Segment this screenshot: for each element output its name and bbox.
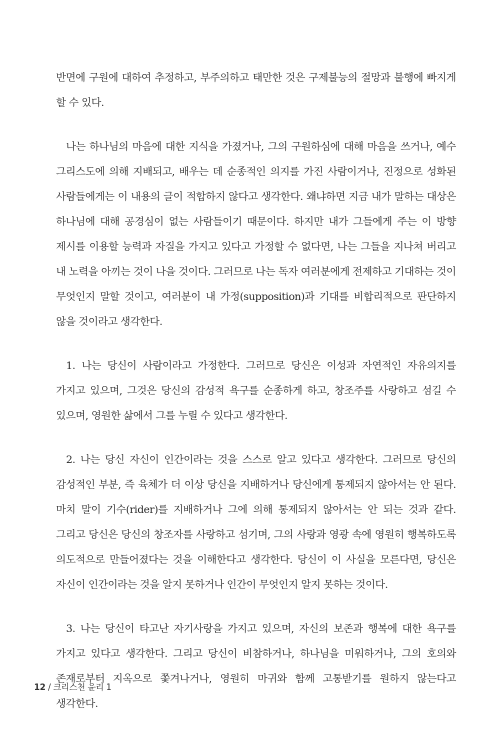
paragraph-continuation: 반면에 구원에 대하여 추정하고, 부주의하고 태만한 것은 구제불능의 절망과 불행에 빠지게 할 수 있다. [56, 72, 456, 109]
page-body [56, 66, 456, 717]
paragraph-intro: 나는 하나님의 마음에 대한 지식을 가졌거나, 그의 구원하심에 대해 마음을 쓰거나, 예수 그리스도에 의해 지배되고, 배우는 데 순종적인 의지를 가진 사람이거나, 진정으로 성화된 사람들에게는 이 내용의 글이 적합하지 않다고 생각한다. 왜냐하면 지금 내가 말하는 대상은 하나님에 대해 공경심이 없는 사람들이기 때문이다. 하지만 내가 그들에게 주는 이 방향 제시를 이용할 능력과 자질을 가지고 있다고 가정할 수 없다면, 나는 그들을 지나쳐 버리고 내 노력을 아끼는 것이 나을 것이다. 그러므로 나는 독자 여러분에게 전제하고 기대하는 것이 무엇인지 말할 것이고, 여러분이 내 가정(supposition)과 기대를 비합리적으로 판단하지 않을 것이라고 생각한다. [56, 141, 456, 328]
page-footer [34, 681, 111, 693]
paragraph-point-3: 3. 나는 당신이 타고난 자기사랑을 가지고 있으며, 자신의 보존과 행복에 대한 욕구를 가지고 있다고 생각한다. 그리고 당신이 비참하거나, 하나님을 미워하거나, 그의 호의와 존재로부터 지옥으로 쫓겨나거나, 영원히 마귀와 함께 고통받기를 원하지 않는다고 생각한다. [56, 623, 456, 710]
running-title: / 크리스천 윤리 1 [45, 683, 112, 693]
page-number: 12 [34, 683, 46, 693]
paragraph-point-1: 1. 나는 당신이 사람이라고 가정한다. 그러므로 당신은 이성과 자연적인 자유의지를 가지고 있으며, 그것은 당신의 감성적 욕구를 순종하게 하고, 창조주를 사랑하고 섬길 수 있으며, 영원한 삶에서 그를 누릴 수 있다고 생각한다. [56, 360, 456, 422]
paragraph-point-2: 2. 나는 당신 자신이 인간이라는 것을 스스로 알고 있다고 생각한다. 그러므로 당신의 감성적인 부분, 즉 육체가 더 이상 당신을 지배하거나 당신에게 통제되지 않아서는 안 된다. 마치 말이 기수(rider)를 지배하거나 그에 의해 통제되지 않아서는 안 되는 것과 같다. 그리고 당신은 당신의 창조자를 사랑하고 섬기며, 그의 사랑과 영광 속에 영원히 행복하도록 의도적으로 만들어졌다는 것을 이해한다고 생각한다. 당신이 이 사실을 모른다면, 당신은 자신이 인간이라는 것을 알지 못하거나 인간이 무엇인지 알지 못하는 것이다. [56, 454, 456, 591]
